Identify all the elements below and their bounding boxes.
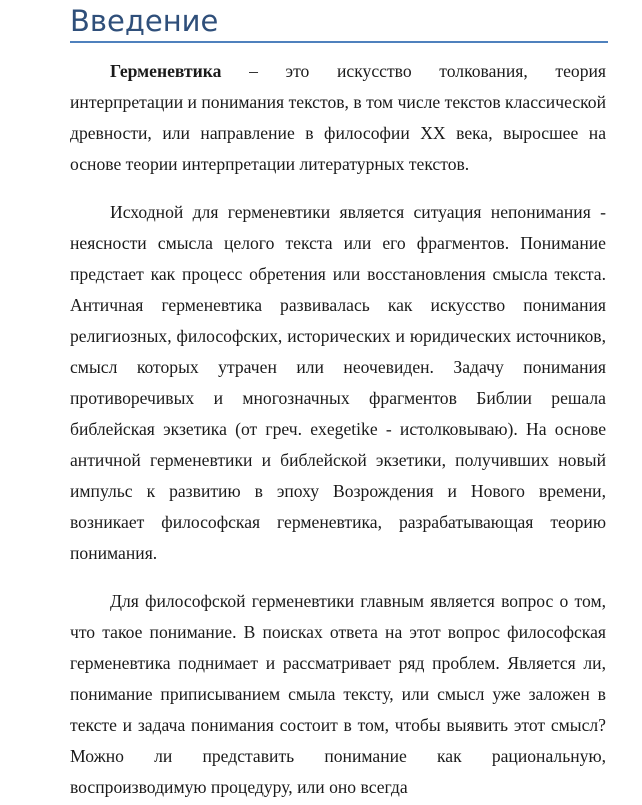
paragraph-philosophy: [70, 586, 606, 803]
paragraph-definition: [70, 56, 606, 180]
paragraph-history: [70, 197, 606, 569]
document-body: [70, 56, 606, 805]
heading-divider: [70, 41, 608, 43]
page-title: Введение: [70, 4, 219, 38]
defined-term: Герменевтика: [110, 61, 222, 81]
paragraph-text: – это искусство толкования, теория интерпретации и понимания текстов, в том числе текстов классической древности, или направление в философии XX века, выросшее на основе теории интерпретации литературных текстов.: [70, 61, 606, 174]
paragraph-text: Исходной для герменевтики является ситуация непонимания - неясности смысла целого текста или его фрагментов. Понимание предстает как процесс обретения или восстановления смысла текста. Античная герменевтика развивалась как искусство понимания религиозных, философских, исторических и юридических источников, смысл которых утрачен или неочевиден. Задачу понимания противоречивых и многозначных фрагментов Библии решала библейская экзетика (от греч. exegetike - истолковываю). На основе античной герменевтики и библейской экзетики, получивших новый импульс к развитию в эпоху Возрождения и Нового времени, возникает философская герменевтика, разрабатывающая теорию понимания.: [70, 202, 606, 563]
paragraph-text: Для философской герменевтики главным является вопрос о том, что такое понимание. В поисках ответа на этот вопрос философская герменевтика поднимает и рассматривает ряд проблем. Является ли, понимание приписыванием смыла тексту, или смысл уже заложен в тексте и задача понимания состоит в том, чтобы выявить этот смысл? Можно ли представить понимание как рациональную, воспроизводимую процедуру, или оно всегда: [70, 591, 606, 797]
